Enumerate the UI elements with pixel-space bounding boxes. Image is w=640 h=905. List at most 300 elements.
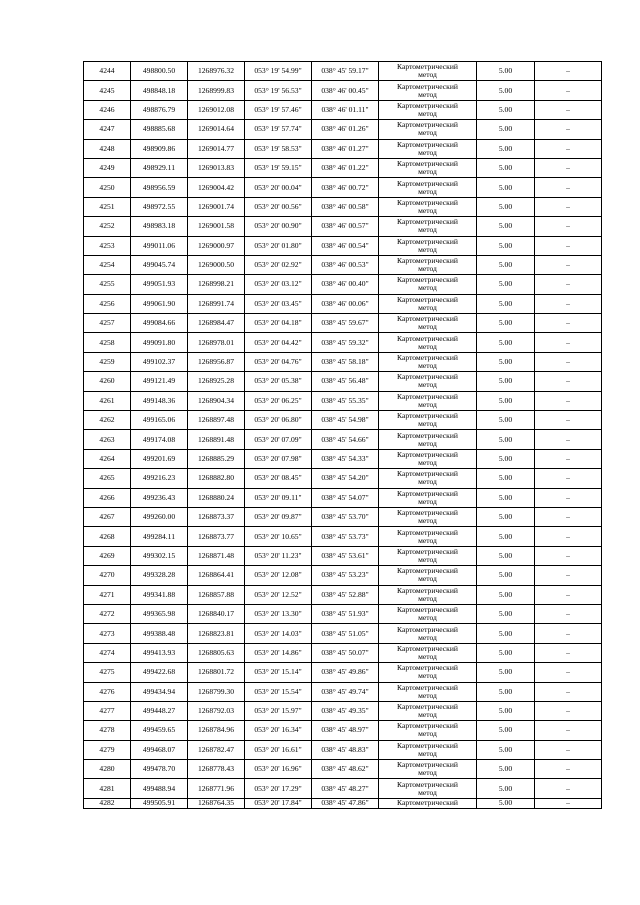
note-cell: – [535,798,602,808]
y-coordinate-cell: 1268998.21 [188,275,245,294]
table-row [84,236,602,255]
point-number-cell: 4270 [84,566,131,585]
method-cell [379,624,477,643]
method-name-line1: Картометрический [397,256,458,266]
accuracy-cell: 5.00 [477,333,535,352]
note-cell: – [535,488,602,507]
accuracy-cell: 5.00 [477,663,535,682]
longitude-cell: 038° 45' 48.27" [312,779,379,798]
method-cell [379,391,477,410]
table-row [84,585,602,604]
method-name-line1: Картометрический [397,159,458,169]
method-name-line2: метод [418,496,437,506]
note-cell: – [535,197,602,216]
table-row [84,449,602,468]
note-cell: – [535,701,602,720]
x-coordinate-cell: 499121.49 [131,372,188,391]
method-name-line1: Картометрический [397,740,458,750]
point-number-cell: 4272 [84,604,131,623]
y-coordinate-cell: 1268897.48 [188,411,245,430]
x-coordinate-cell: 499341.88 [131,585,188,604]
method-name-line2: метод [418,632,437,642]
x-coordinate-cell: 499413.93 [131,643,188,662]
method-cell [379,275,477,294]
x-coordinate-cell: 499505.91 [131,798,188,808]
latitude-cell: 053° 20' 10.65" [245,527,312,546]
table-row [84,740,602,759]
latitude-cell: 053° 20' 12.08" [245,566,312,585]
table-row [84,430,602,449]
accuracy-cell: 5.00 [477,469,535,488]
table-row [84,294,602,313]
note-cell: – [535,663,602,682]
method-cell [379,469,477,488]
longitude-cell: 038° 45' 50.07" [312,643,379,662]
longitude-cell: 038° 45' 54.98" [312,411,379,430]
latitude-cell: 053° 20' 04.76" [245,352,312,371]
y-coordinate-cell: 1269004.42 [188,178,245,197]
method-name-line2: метод [418,302,437,312]
note-cell: – [535,178,602,197]
latitude-cell: 053° 20' 07.09" [245,430,312,449]
point-number-cell: 4281 [84,779,131,798]
note-cell: – [535,294,602,313]
y-coordinate-cell: 1268978.01 [188,333,245,352]
method-name-line2: метод [418,341,437,351]
note-cell: – [535,430,602,449]
method-name-line1: Картометрический [397,353,458,363]
longitude-cell: 038° 46' 00.57" [312,217,379,236]
point-number-cell: 4248 [84,139,131,158]
accuracy-cell: 5.00 [477,275,535,294]
note-cell: – [535,411,602,430]
method-name-line1: Картометрический [397,62,458,72]
table-row [84,566,602,585]
note-cell: – [535,139,602,158]
method-cell [379,682,477,701]
x-coordinate-cell: 499216.23 [131,469,188,488]
table-row [84,721,602,740]
latitude-cell: 053° 20' 06.25" [245,391,312,410]
method-name-line1: Картометрический [397,139,458,149]
y-coordinate-cell: 1268880.24 [188,488,245,507]
y-coordinate-cell: 1268782.47 [188,740,245,759]
y-coordinate-cell: 1268764.35 [188,798,245,808]
method-name-line2: метод [418,787,437,797]
method-name-line2: метод [418,167,437,177]
note-cell: – [535,604,602,623]
x-coordinate-cell: 498972.55 [131,197,188,216]
method-name-line2: метод [418,186,437,196]
longitude-cell: 038° 46' 00.54" [312,236,379,255]
longitude-cell: 038° 45' 49.35" [312,701,379,720]
method-name-line1: Картометрический [397,430,458,440]
latitude-cell: 053° 20' 17.29" [245,779,312,798]
table-row [84,760,602,779]
method-name-line2: метод [418,574,437,584]
x-coordinate-cell: 498983.18 [131,217,188,236]
table-row [84,701,602,720]
table-row [84,798,602,808]
y-coordinate-cell: 1268991.74 [188,294,245,313]
latitude-cell: 053° 20' 16.96" [245,760,312,779]
point-number-cell: 4251 [84,197,131,216]
method-name-line1: Картометрический [397,624,458,634]
table-row [84,507,602,526]
point-number-cell: 4256 [84,294,131,313]
method-name-line1: Картометрический [397,236,458,246]
longitude-cell: 038° 45' 54.07" [312,488,379,507]
table-row [84,120,602,139]
x-coordinate-cell: 499434.94 [131,682,188,701]
method-cell [379,120,477,139]
note-cell: – [535,779,602,798]
accuracy-cell: 5.00 [477,430,535,449]
method-cell [379,255,477,274]
method-name-line1: Картометрический [397,217,458,227]
y-coordinate-cell: 1268925.28 [188,372,245,391]
x-coordinate-cell: 499091.80 [131,333,188,352]
method-name-line2: метод [418,458,437,467]
y-coordinate-cell: 1269013.83 [188,158,245,177]
method-name-line2: метод [418,438,437,448]
method-cell [379,158,477,177]
longitude-cell: 038° 46' 00.72" [312,178,379,197]
x-coordinate-cell: 499459.65 [131,721,188,740]
method-name-line1: Картометрический [397,178,458,188]
method-name-line2: метод [418,244,437,254]
latitude-cell: 053° 20' 09.87" [245,507,312,526]
point-number-cell: 4271 [84,585,131,604]
point-number-cell: 4279 [84,740,131,759]
x-coordinate-cell: 499260.00 [131,507,188,526]
latitude-cell: 053° 19' 57.46" [245,100,312,119]
latitude-cell: 053° 20' 04.18" [245,314,312,333]
point-number-cell: 4254 [84,255,131,274]
point-number-cell: 4262 [84,411,131,430]
method-name-line2: метод [418,128,437,138]
method-name-line1: Картометрический [397,546,458,556]
accuracy-cell: 5.00 [477,585,535,604]
y-coordinate-cell: 1269012.08 [188,100,245,119]
table-row [84,314,602,333]
y-coordinate-cell: 1268976.32 [188,62,245,81]
latitude-cell: 053° 20' 11.23" [245,546,312,565]
table-row [84,100,602,119]
method-cell [379,352,477,371]
longitude-cell: 038° 46' 00.06" [312,294,379,313]
method-name-line2: метод [418,729,437,739]
table-row [84,391,602,410]
method-name-line1: Картометрический [397,372,458,382]
x-coordinate-cell: 498885.68 [131,120,188,139]
y-coordinate-cell: 1269001.74 [188,197,245,216]
method-name-line2: метод [418,651,437,661]
accuracy-cell: 5.00 [477,701,535,720]
table-row [84,372,602,391]
point-number-cell: 4258 [84,333,131,352]
method-cell [379,798,477,808]
method-cell [379,217,477,236]
y-coordinate-cell: 1268784.96 [188,721,245,740]
method-name-line2: метод [418,710,437,720]
note-cell: – [535,740,602,759]
point-number-cell: 4277 [84,701,131,720]
note-cell: – [535,760,602,779]
table-row [84,624,602,643]
method-cell [379,740,477,759]
accuracy-cell: 5.00 [477,120,535,139]
longitude-cell: 038° 46' 01.11" [312,100,379,119]
note-cell: – [535,682,602,701]
table-row [84,158,602,177]
method-cell [379,721,477,740]
y-coordinate-cell: 1268823.81 [188,624,245,643]
method-name-line2: метод [418,70,437,80]
method-name-line2: метод [418,748,437,758]
longitude-cell: 038° 45' 58.18" [312,352,379,371]
y-coordinate-cell: 1268864.41 [188,566,245,585]
table-row [84,333,602,352]
method-name-line2: метод [418,147,437,157]
y-coordinate-cell: 1268801.72 [188,663,245,682]
table-row [84,178,602,197]
accuracy-cell: 5.00 [477,314,535,333]
longitude-cell: 038° 45' 54.66" [312,430,379,449]
table-row [84,469,602,488]
longitude-cell: 038° 45' 56.48" [312,372,379,391]
x-coordinate-cell: 499165.06 [131,411,188,430]
y-coordinate-cell: 1269000.97 [188,236,245,255]
accuracy-cell: 5.00 [477,740,535,759]
x-coordinate-cell: 499174.08 [131,430,188,449]
longitude-cell: 038° 46' 00.45" [312,81,379,100]
longitude-cell: 038° 45' 51.93" [312,604,379,623]
method-cell [379,566,477,585]
longitude-cell: 038° 46' 01.26" [312,120,379,139]
note-cell: – [535,100,602,119]
x-coordinate-cell: 499236.43 [131,488,188,507]
method-name-line1: Картометрический [397,100,458,110]
method-cell [379,488,477,507]
accuracy-cell: 5.00 [477,507,535,526]
longitude-cell: 038° 46' 00.58" [312,197,379,216]
method-name-line2: метод [418,89,437,99]
longitude-cell: 038° 45' 49.86" [312,663,379,682]
note-cell: – [535,255,602,274]
accuracy-cell: 5.00 [477,546,535,565]
method-name-line2: метод [418,419,437,429]
method-cell [379,81,477,100]
table-row [84,604,602,623]
method-name-line1: Картометрический [397,314,458,324]
x-coordinate-cell: 499488.94 [131,779,188,798]
method-name-line1: Картометрический [397,663,458,673]
table-row [84,527,602,546]
latitude-cell: 053° 20' 00.90" [245,217,312,236]
latitude-cell: 053° 20' 04.42" [245,333,312,352]
longitude-cell: 038° 45' 54.33" [312,449,379,468]
note-cell: – [535,546,602,565]
accuracy-cell: 5.00 [477,352,535,371]
longitude-cell: 038° 46' 00.53" [312,255,379,274]
method-name-line1: Картометрический [397,411,458,421]
method-name-line2: метод [418,477,437,487]
longitude-cell: 038° 46' 01.27" [312,139,379,158]
note-cell: – [535,62,602,81]
longitude-cell: 038° 45' 48.62" [312,760,379,779]
method-name-line1: Картометрический [397,585,458,595]
accuracy-cell: 5.00 [477,760,535,779]
method-name-line1: Картометрический [397,197,458,207]
method-cell [379,507,477,526]
y-coordinate-cell: 1268891.48 [188,430,245,449]
y-coordinate-cell: 1268999.83 [188,81,245,100]
x-coordinate-cell: 499084.66 [131,314,188,333]
method-name-line2: метод [418,690,437,700]
accuracy-cell: 5.00 [477,488,535,507]
latitude-cell: 053° 20' 13.30" [245,604,312,623]
latitude-cell: 053° 19' 59.15" [245,158,312,177]
latitude-cell: 053° 20' 01.80" [245,236,312,255]
table-row [84,663,602,682]
method-cell [379,62,477,81]
latitude-cell: 053° 20' 06.80" [245,411,312,430]
note-cell: – [535,391,602,410]
accuracy-cell: 5.00 [477,158,535,177]
method-name-line1: Картометрический [397,605,458,615]
method-name-line1: Картометрический [397,81,458,91]
latitude-cell: 053° 20' 17.84" [245,798,312,808]
method-name-line1: Картометрический [397,508,458,518]
y-coordinate-cell: 1268778.43 [188,760,245,779]
latitude-cell: 053° 20' 14.86" [245,643,312,662]
method-name-line1: Картометрический [397,120,458,130]
method-cell [379,333,477,352]
method-name-line2: метод [418,264,437,274]
x-coordinate-cell: 499148.36 [131,391,188,410]
point-number-cell: 4273 [84,624,131,643]
point-number-cell: 4265 [84,469,131,488]
accuracy-cell: 5.00 [477,643,535,662]
longitude-cell: 038° 45' 59.17" [312,62,379,81]
table-row [84,682,602,701]
x-coordinate-cell: 499468.07 [131,740,188,759]
longitude-cell: 038° 45' 53.61" [312,546,379,565]
note-cell: – [535,643,602,662]
method-name-line2: метод [418,554,437,564]
table-row [84,197,602,216]
y-coordinate-cell: 1268792.03 [188,701,245,720]
y-coordinate-cell: 1268771.96 [188,779,245,798]
point-number-cell: 4250 [84,178,131,197]
method-cell [379,178,477,197]
method-name-line2: метод [418,108,437,118]
longitude-cell: 038° 46' 01.22" [312,158,379,177]
x-coordinate-cell: 499045.74 [131,255,188,274]
accuracy-cell: 5.00 [477,566,535,585]
method-cell [379,663,477,682]
accuracy-cell: 5.00 [477,604,535,623]
point-number-cell: 4278 [84,721,131,740]
method-name-line2: метод [418,283,437,293]
accuracy-cell: 5.00 [477,411,535,430]
method-cell [379,585,477,604]
latitude-cell: 053° 20' 12.52" [245,585,312,604]
x-coordinate-cell: 499422.68 [131,663,188,682]
method-cell [379,546,477,565]
method-cell [379,779,477,798]
latitude-cell: 053° 20' 03.12" [245,275,312,294]
y-coordinate-cell: 1268840.17 [188,604,245,623]
accuracy-cell: 5.00 [477,217,535,236]
method-name-line1: Картометрический [397,488,458,498]
table-row [84,411,602,430]
longitude-cell: 038° 45' 51.05" [312,624,379,643]
latitude-cell: 053° 20' 03.45" [245,294,312,313]
note-cell: – [535,449,602,468]
method-name-line2: метод [418,361,437,371]
method-name-line2: метод [418,593,437,603]
note-cell: – [535,314,602,333]
longitude-cell: 038° 45' 49.74" [312,682,379,701]
point-number-cell: 4269 [84,546,131,565]
method-cell [379,100,477,119]
x-coordinate-cell: 498909.86 [131,139,188,158]
note-cell: – [535,217,602,236]
method-cell [379,139,477,158]
latitude-cell: 053° 20' 14.03" [245,624,312,643]
x-coordinate-cell: 498876.79 [131,100,188,119]
note-cell: – [535,721,602,740]
note-cell: – [535,566,602,585]
longitude-cell: 038° 45' 53.23" [312,566,379,585]
method-name-line1: Картометрический [397,391,458,401]
method-cell [379,411,477,430]
method-name-line1: Картометрический [397,566,458,576]
method-name-line1: Картометрический [397,643,458,653]
accuracy-cell: 5.00 [477,682,535,701]
method-name-line1: Картометрический [397,294,458,304]
longitude-cell: 038° 45' 48.97" [312,721,379,740]
method-cell [379,760,477,779]
longitude-cell: 038° 45' 59.67" [312,314,379,333]
note-cell: – [535,81,602,100]
y-coordinate-cell: 1268871.48 [188,546,245,565]
note-cell: – [535,624,602,643]
point-number-cell: 4259 [84,352,131,371]
longitude-cell: 038° 45' 47.86" [312,798,379,808]
x-coordinate-cell: 498956.59 [131,178,188,197]
method-cell [379,701,477,720]
latitude-cell: 053° 20' 15.97" [245,701,312,720]
method-name-line1: Картометрический [397,721,458,731]
accuracy-cell: 5.00 [477,236,535,255]
x-coordinate-cell: 499365.98 [131,604,188,623]
table-row [84,546,602,565]
accuracy-cell: 5.00 [477,779,535,798]
note-cell: – [535,352,602,371]
x-coordinate-cell: 499302.15 [131,546,188,565]
x-coordinate-cell: 499284.11 [131,527,188,546]
longitude-cell: 038° 45' 52.88" [312,585,379,604]
accuracy-cell: 5.00 [477,391,535,410]
method-name-line1: Картометрический [397,450,458,459]
note-cell: – [535,469,602,488]
note-cell: – [535,527,602,546]
y-coordinate-cell: 1268882.80 [188,469,245,488]
x-coordinate-cell: 499061.90 [131,294,188,313]
